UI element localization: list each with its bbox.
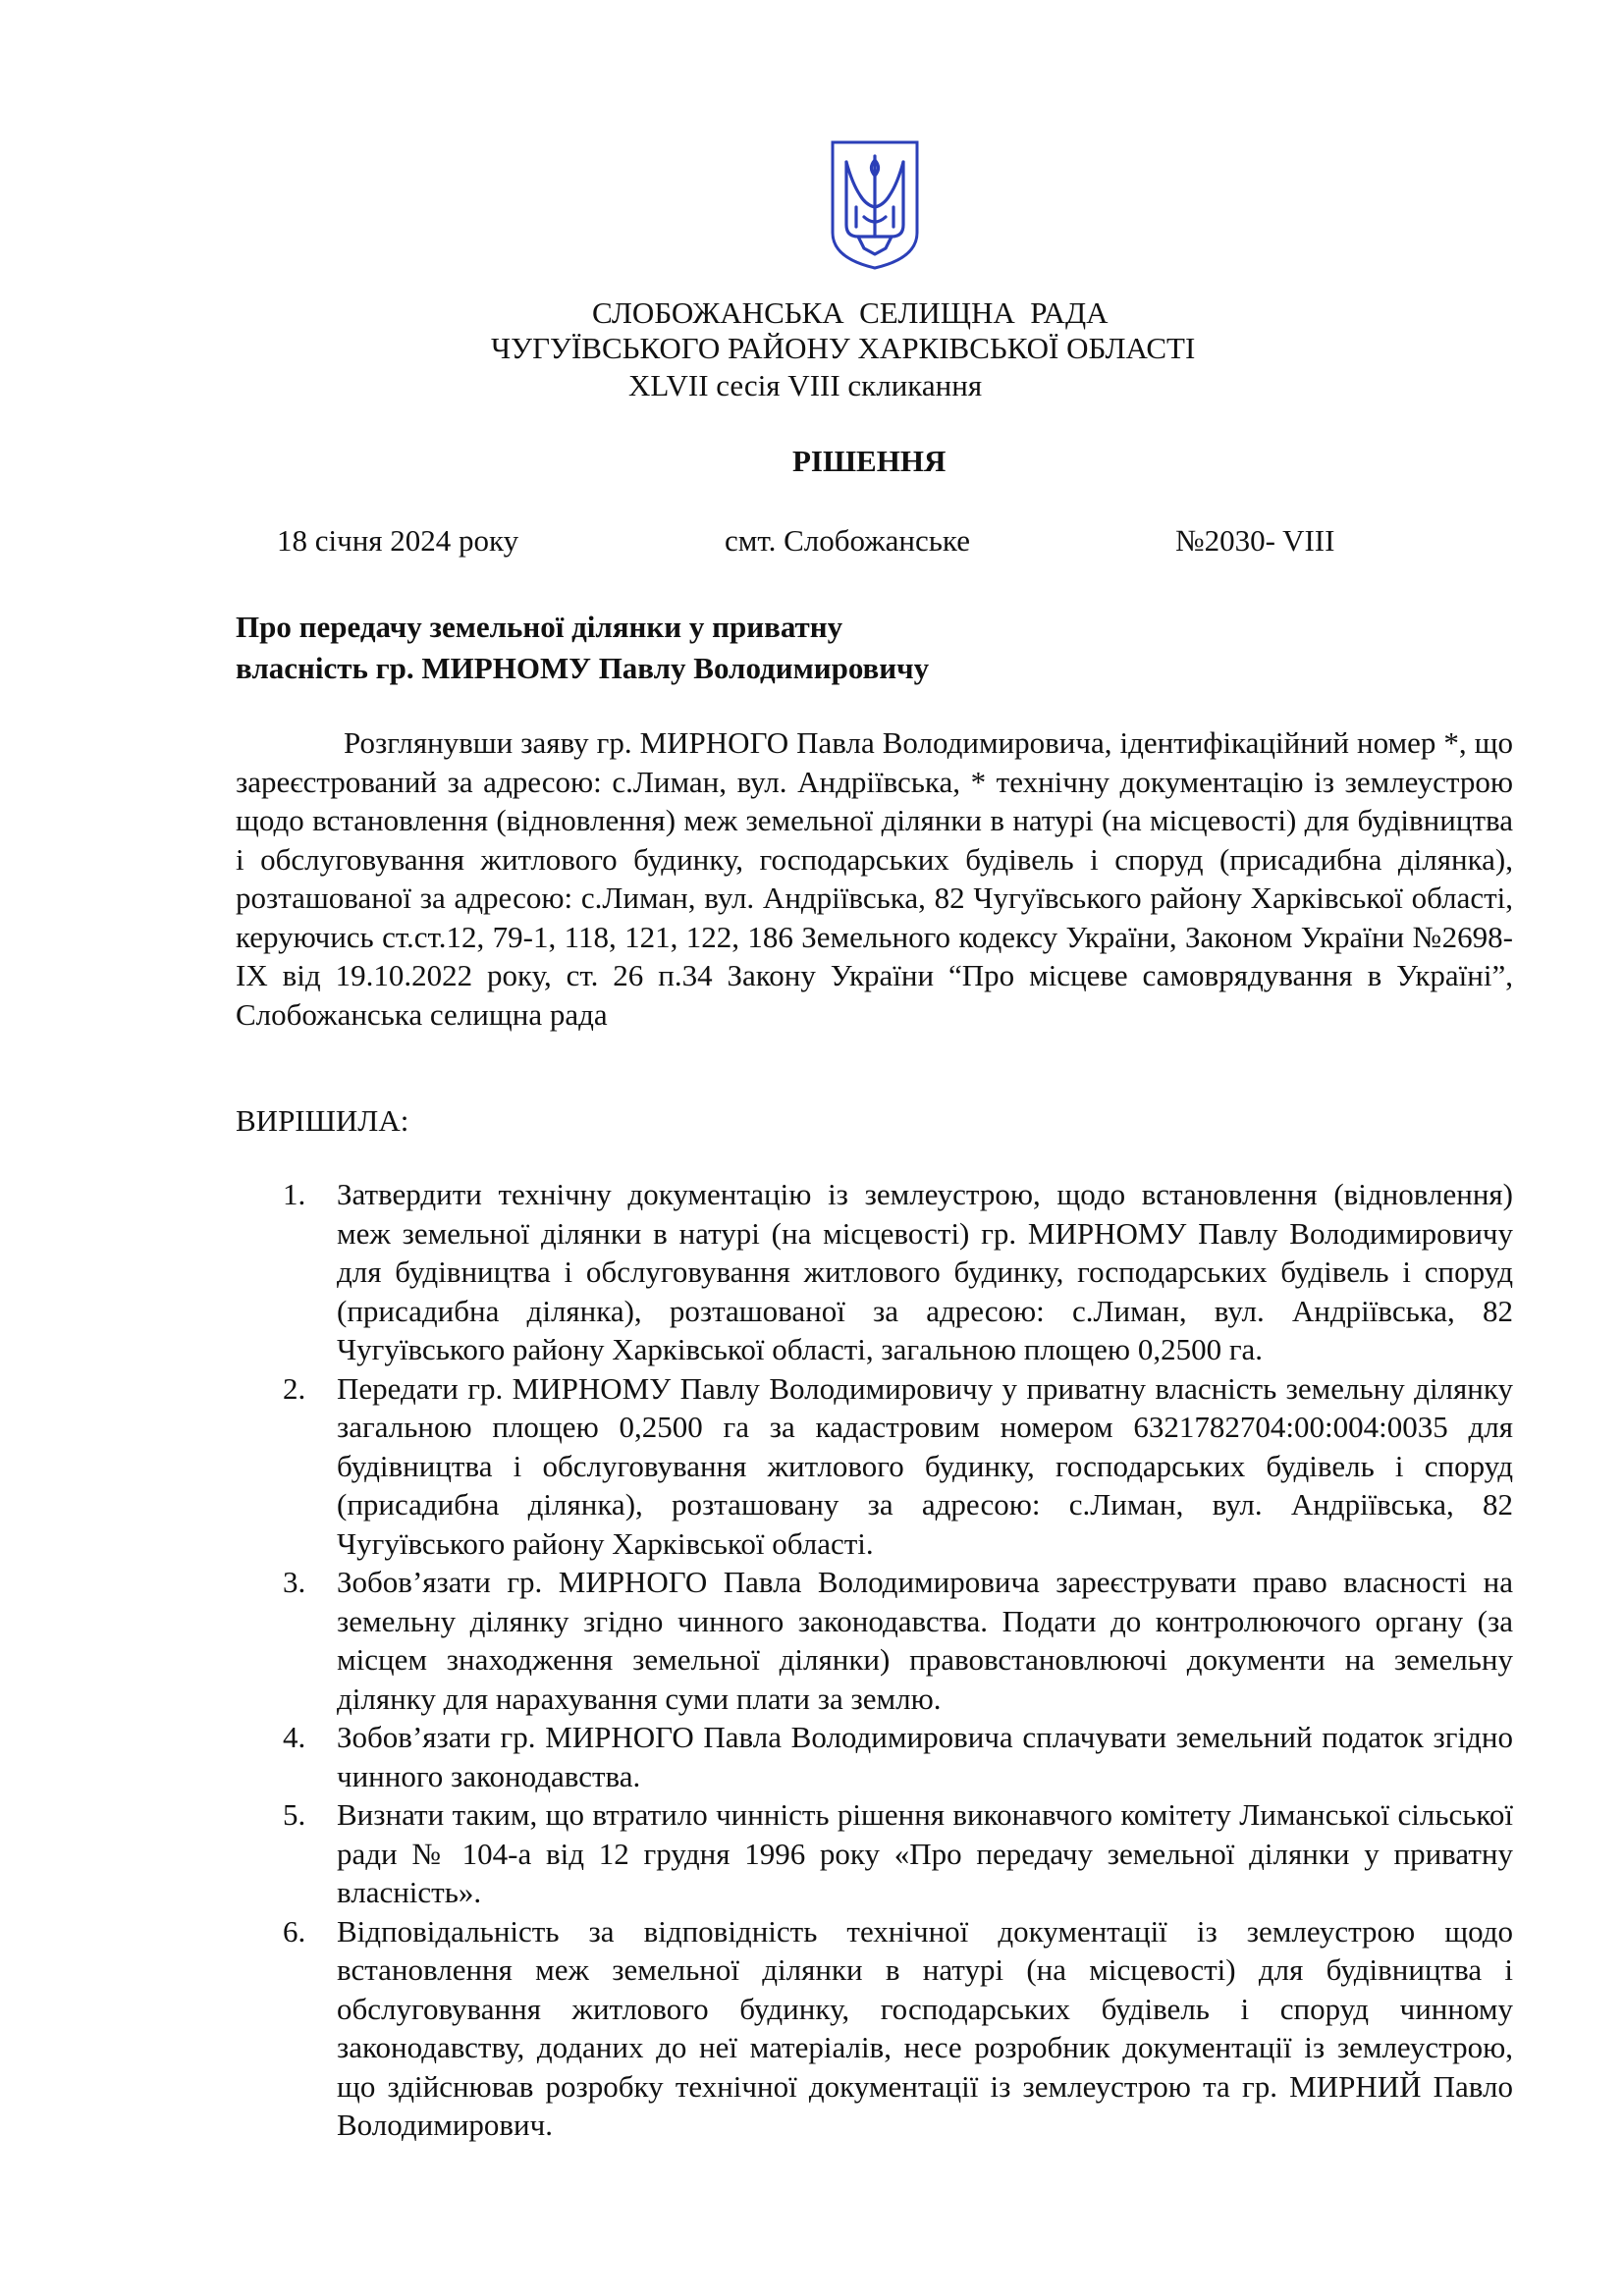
item-text: Затвердити технічну документацію із землеустрою, щодо встановлення (відновлення) меж земельної ділянки в натурі (на місцевості) гр. МИРНОМУ Павлу Володимировичу для будівництва і обслуговування житлового будинку, господарських будівель і споруд (присадибна ділянка), розташованої за адресою: с.Лиман, вул. Андріївська, 82 Чугуївського району Харківської області, загальною площею 0,2500 га. [337, 1177, 1513, 1366]
document-title: РІШЕННЯ [792, 444, 947, 478]
decision-date: 18 січня 2024 року [277, 523, 519, 558]
item-text: Передати гр. МИРНОМУ Павлу Володимировичу у приватну власність земельну ділянку загальною площею 0,2500 га за кадастровим номером 6321782704:00:004:0035 для будівництва і обслуговування житлового будинку, господарських будівель і споруд (присадибна ділянка), розташовану за адресою: с.Лиман, вул. Андріївська, 82 Чугуївського району Харківської області. [337, 1370, 1513, 1561]
item-number: 5. [283, 1797, 306, 1832]
list-item [236, 1369, 1513, 1564]
decision-place: смт. Слобожанське [725, 523, 970, 558]
item-number: 6. [283, 1913, 306, 1949]
trident-coat-of-arms-icon [829, 138, 921, 272]
resolved-heading: ВИРІШИЛА: [236, 1103, 409, 1138]
item-text: Зобов’язати гр. МИРНОГО Павла Володимировича сплачувати земельний податок згідно чинного законодавства. [337, 1720, 1513, 1793]
item-number: 4. [283, 1720, 306, 1754]
item-number: 2. [283, 1370, 306, 1406]
decision-number: №2030- VIII [1175, 523, 1335, 558]
decision-items-list [236, 1175, 1513, 2145]
preamble-paragraph: Розглянувши заяву гр. МИРНОГО Павла Володимировича, ідентифікаційний номер *, що зареєстрований за адресою: с.Лиман, вул. Андріївська, * технічну документацію із землеустрою щодо встановлення (відновлення) меж земельної ділянки в натурі (на місцевості) для будівництва і обслуговування житлового будинку, господарських будівель і споруд (присадибна ділянка), розташованої за адресою: с.Лиман, вул. Андріївська, 82 Чугуївського району Харківської області, керуючись ст.ст.12, 79-1, 118, 121, 122, 186 Земельного кодексу України, Законом України №2698-IX від 19.10.2022 року, ст. 26 п.34 Закону України “Про місцеве самоврядування в Україні”, Слобожанська селищна рада [236, 725, 1513, 1032]
item-number: 3. [283, 1565, 306, 1599]
district-name: ЧУГУЇВСЬКОГО РАЙОНУ ХАРКІВСЬКОЇ ОБЛАСТІ [491, 331, 1196, 365]
item-text: Зобов’язати гр. МИРНОГО Павла Володимировича зареєструвати право власності на земельну ділянку згідно чинного законодавства. Подати до контролюючого органу (за місцем знаходження земельної ділянки) правовстановлюючі документи на земельну ділянку для нарахування суми плати за землю. [337, 1565, 1513, 1716]
list-item [236, 1563, 1513, 1718]
subject-line-2: власність гр. МИРНОМУ Павлу Володимировичу [236, 651, 930, 685]
list-item [236, 1795, 1513, 1912]
council-name: СЛОБОЖАНСЬКА СЕЛИЩНА РАДА [592, 295, 1109, 330]
session-name: XLVII сесія VIII скликання [628, 368, 983, 402]
item-number: 1. [283, 1177, 306, 1211]
subject-line-1: Про передачу земельної ділянки у приватну [236, 610, 843, 644]
decision-subject [236, 607, 929, 689]
item-text: Відповідальність за відповідність технічної документації із землеустрою щодо встановлення меж земельної ділянки в натурі (на місцевості) для будівництва і обслуговування житлового будинку, господарських будівель і споруд чинному законодавству, доданих до неї матеріалів, несе розробник документації із землеустрою, що здійснював розробку технічної документації із землеустрою та гр. МИРНИЙ Павло Володимирович. [337, 1913, 1513, 2142]
list-item [236, 1912, 1513, 2145]
item-text: Визнати таким, що втратило чинність рішення виконавчого комітету Лиманської сільської ради № 104-а від 12 грудня 1996 року «Про передачу земельної ділянки у приватну власність». [337, 1797, 1513, 1909]
list-item [236, 1718, 1513, 1795]
list-item [236, 1175, 1513, 1369]
